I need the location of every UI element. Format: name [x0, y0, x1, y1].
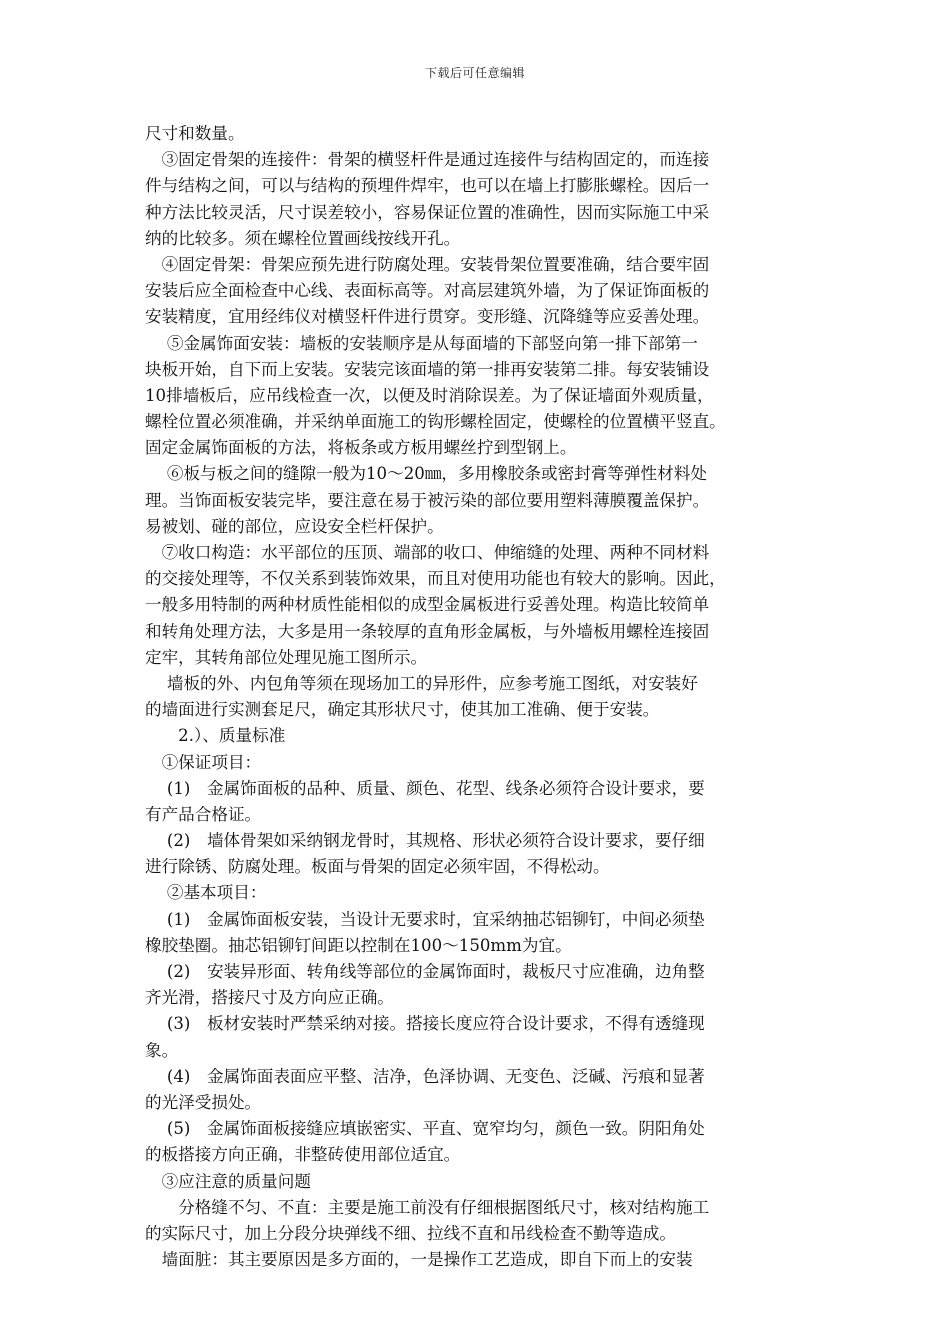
text-line: 2.）、质量标准: [145, 726, 286, 746]
text-line: 块板开始，自下而上安装。安装完该面墙的第一排再安装第二排。每安装铺设: [145, 359, 710, 379]
text-line: 和转角处理方法，大多是用一条较厚的直角形金属板，与外墙板用螺栓连接固: [145, 621, 710, 641]
text-line: ③固定骨架的连接件：骨架的横竖杆件是通过连接件与结构固定的，而连接: [145, 150, 710, 170]
text-line: 安装精度，宜用经纬仪对横竖杆件进行贯穿。变形缝、沉降缝等应妥善处理。: [145, 307, 710, 327]
text-line: ⑤金属饰面安装：墙板的安装顺序是从每面墙的下部竖向第一排下部第一: [145, 333, 698, 353]
text-line: 有产品合格证。: [145, 804, 262, 824]
text-line: ③应注意的质量问题: [145, 1171, 311, 1191]
text-line: 螺栓位置必须准确，并采纳单面施工的钩形螺栓固定，使螺栓的位置横平竖直。: [145, 412, 726, 432]
text-line: 进行除锈、防腐处理。板面与骨架的固定必须牢固，不得松动。: [145, 857, 610, 877]
text-line: 齐光滑，搭接尺寸及方向应正确。: [145, 988, 394, 1008]
text-line: (2) 墙体骨架如采纳钢龙骨时，其规格、形状必须符合设计要求，要仔细: [145, 831, 705, 851]
text-line: (5) 金属饰面板接缝应填嵌密实、平直、宽窄均匀，颜色一致。阴阳角处: [145, 1119, 705, 1139]
text-line: 墙板的外、内包角等须在现场加工的异形件，应参考施工图纸，对安装好: [145, 673, 698, 693]
document-body: [145, 121, 805, 1273]
text-line: 的板搭接方向正确，非整砖使用部位适宜。: [145, 1145, 461, 1165]
text-line: ①保证项目：: [145, 752, 262, 772]
text-line: (1) 金属饰面板安装，当设计无要求时，宜采纳抽芯铝铆钉，中间必须垫: [145, 909, 705, 929]
text-line: 分格缝不匀、不直：主要是施工前没有仔细根据图纸尺寸，核对结构施工: [145, 1197, 710, 1217]
text-line: 象。: [145, 1040, 179, 1060]
text-line: 的实际尺寸，加上分段分块弹线不细、拉线不直和吊线检查不勤等造成。: [145, 1223, 676, 1243]
text-line: ②基本项目：: [145, 883, 267, 903]
text-line: 一般多用特制的两种材质性能相似的成型金属板进行妥善处理。构造比较简单: [145, 595, 710, 615]
text-line: 易被划、碰的部位，应设安全栏杆保护。: [145, 516, 444, 536]
text-line: ④固定骨架：骨架应预先进行防腐处理。安装骨架位置要准确，结合要牢固: [145, 254, 710, 274]
text-line: 尺寸和数量。: [145, 124, 245, 143]
text-line: 纳的比较多。须在螺栓位置画线按线开孔。: [145, 228, 461, 248]
text-line: 墙面脏：其主要原因是多方面的，一是操作工艺造成，即自下而上的安装: [145, 1250, 693, 1270]
text-line: ⑦收口构造：水平部位的压顶、端部的收口、伸缩缝的处理、两种不同材料: [145, 543, 710, 562]
page-header: 下载后可任意编辑: [424, 66, 525, 80]
text-line: (3) 板材安装时严禁采纳对接。搭接长度应符合设计要求，不得有透缝现: [145, 1014, 705, 1034]
text-line: 10排墙板后，应吊线检查一次，以便及时消除误差。为了保证墙面外观质量，: [145, 385, 714, 405]
text-line: (1) 金属饰面板的品种、质量、颜色、花型、线条必须符合设计要求，要: [145, 778, 705, 798]
text-line: 橡胶垫圈。抽芯铝铆钉间距以控制在100～150mm为宜。: [145, 935, 572, 955]
text-line: 件与结构之间，可以与结构的预埋件焊牢，也可以在墙上打膨胀螺栓。因后一: [145, 176, 710, 196]
text-line: 安装后应全面检查中心线、表面标高等。对高层建筑外墙，为了保证饰面板的: [145, 281, 710, 301]
text-line: 的光泽受损处。: [145, 1092, 262, 1112]
text-line: 种方法比较灵活，尺寸误差较小，容易保证位置的准确性，因而实际施工中采: [145, 202, 710, 222]
text-line: 固定金属饰面板的方法，将板条或方板用螺丝拧到型钢上。: [145, 438, 577, 458]
text-line: 定牢，其转角部位处理见施工图所示。: [145, 647, 428, 667]
text-line: (2) 安装异形面、转角线等部位的金属饰面时，裁板尺寸应准确，边角整: [145, 962, 705, 981]
text-line: 的交接处理等，不仅关系到装饰效果，而且对使用功能也有较大的影响。因此，: [145, 569, 726, 589]
text-line: ⑥板与板之间的缝隙一般为10～20㎜，多用橡胶条或密封膏等弹性材料处: [145, 464, 707, 484]
text-line: 的墙面进行实测套足尺，确定其形状尺寸，使其加工准确、便于安装。: [145, 700, 660, 720]
text-line: 理。当饰面板安装完毕，要注意在易于被污染的部位要用塑料薄膜覆盖保护。: [145, 490, 710, 510]
text-line: (4) 金属饰面表面应平整、洁净，色泽协调、无变色、泛碱、污痕和显著: [145, 1066, 705, 1086]
